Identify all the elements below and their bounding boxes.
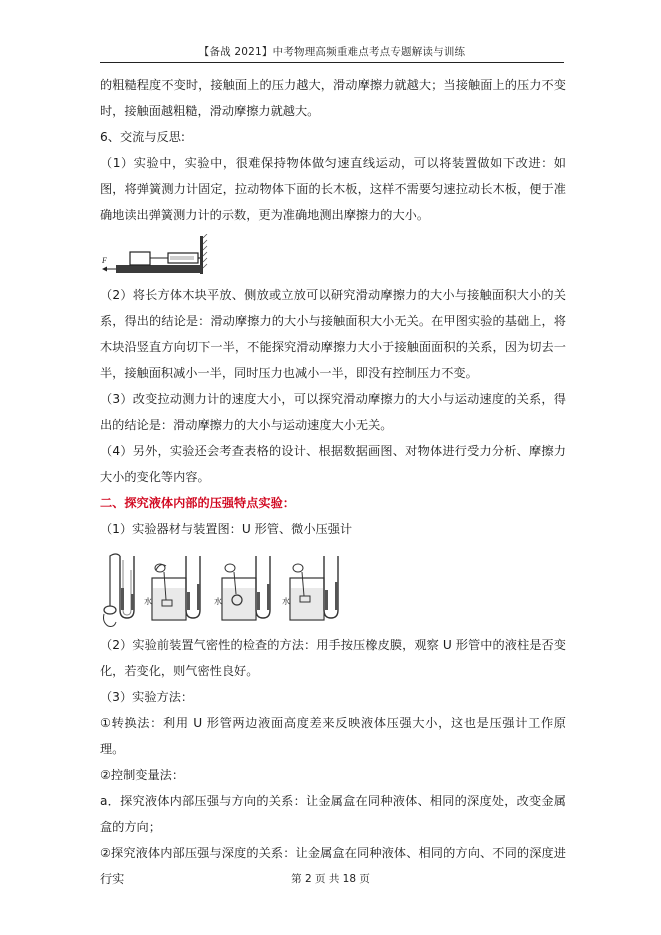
paragraph-conversion: ①转换法：利用 U 形管两边液面高度差来反映液体压强大小，这也是压强计工作原理。 (100, 716, 566, 756)
paragraph-contact-area: （2）将长方体木块平放、侧放或立放可以研究滑动摩擦力的大小与接触面积大小的关系，得出的结论是：滑动摩擦力的大小与接触面积大小无关。在甲图实验的基础上，将木块沿竖直方向切下一半，不能探究滑动摩擦力大小于接触面面积的关系，因为切去一半，接触面积减小一半，同时压力也减小一半，即没有控制压力不变。 (100, 288, 566, 380)
friction-apparatus-figure (100, 234, 208, 278)
header-divider (100, 62, 564, 63)
panel-beaker-1 (144, 556, 200, 620)
paragraph-heading-reflection: 6、交流与反思: (100, 130, 185, 144)
paragraph-direction: a．探究液体内部压强与方向的关系：让金属盒在同种液体、相同的深度处，改变金属盒的方向； (100, 794, 566, 834)
water-label-1: 水 (144, 597, 152, 606)
page-body (100, 72, 566, 892)
page-header: 【备战 2021】中考物理高频重难点考点专题解读与训练 (198, 46, 466, 58)
paragraph-airtightness: （2）实验前装置气密性的检查的方法：用手按压橡皮膜，观察 U 形管中的液柱是否变化，若变化，则气密性良好。 (100, 638, 566, 678)
panel-beaker-2 (214, 556, 270, 620)
force-label: F (102, 256, 107, 265)
paragraph-speed: （3）改变拉动测力计的速度大小，可以探究滑动摩擦力的大小与运动速度的关系，得出的结论是：滑动摩擦力的大小与运动速度大小无关。 (100, 392, 566, 432)
page-footer: 第 2 页 共 18 页 (291, 873, 370, 885)
paragraph-control-variable: ②控制变量法： (100, 768, 185, 782)
pressure-gauge-figure (100, 548, 340, 630)
water-label-2: 水 (214, 597, 222, 606)
paragraph-depth: ②探究液体内部压强与深度的关系：让金属盒在同种液体、相同的方向、不同的深度进行实 (100, 846, 566, 886)
section-heading-liquid-pressure: 二、探究液体内部的压强特点实验： (100, 496, 295, 510)
panel-hand-press (104, 554, 135, 627)
water-label-3: 水 (282, 597, 290, 606)
panel-beaker-3 (282, 556, 338, 620)
paragraph-methods: （3）实验方法： (100, 690, 194, 704)
paragraph-improvement: （1）实验中，实验中，很难保持物体做匀速直线运动，可以将装置做如下改进：如图，将弹簧测力计固定，拉动物体下面的长木板，这样不需要匀速拉动长木板，便于准确地读出弹簧测力计的示数，更为准确地测出摩擦力的大小。 (100, 156, 566, 222)
paragraph-conclusion-cont: 的粗糙程度不变时，接触面上的压力越大，滑动摩擦力就越大；当接触面上的压力不变时，接触面越粗糙，滑动摩擦力就越大。 (100, 78, 566, 118)
paragraph-other: （4）另外，实验还会考查表格的设计、根据数据画图、对物体进行受力分析、摩擦力大小的变化等内容。 (100, 444, 566, 484)
paragraph-equipment: （1）实验器材与装置图：U 形管、微小压强计 (100, 522, 353, 536)
